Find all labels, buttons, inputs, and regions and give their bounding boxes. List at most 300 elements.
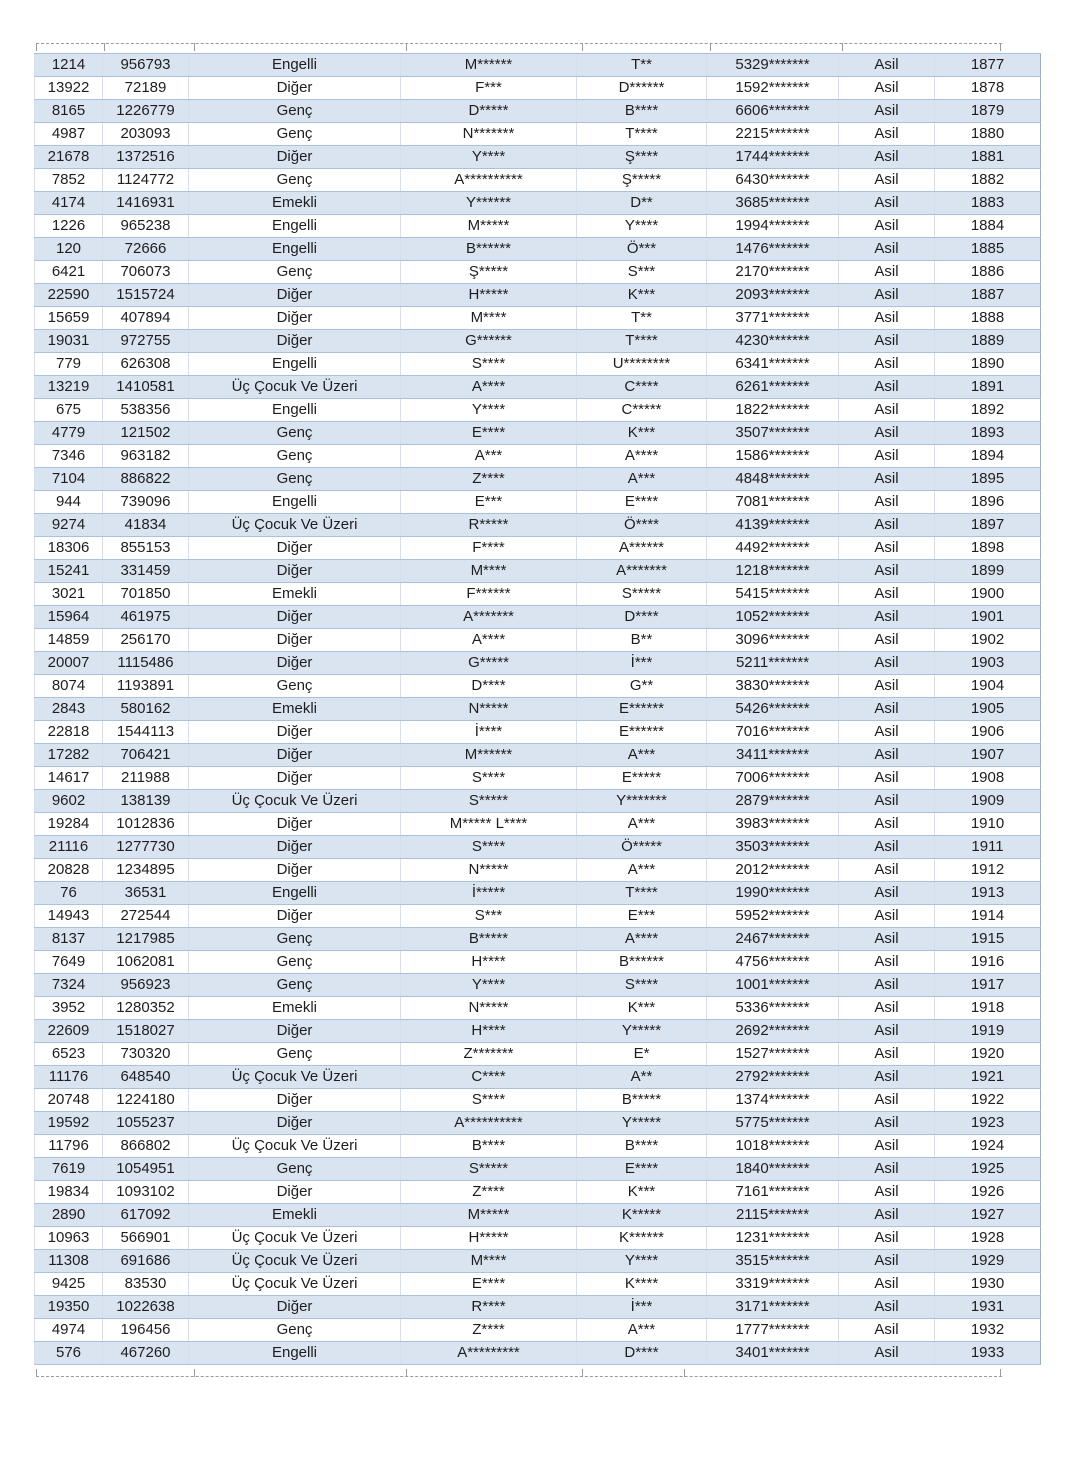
last-name-cell: Ö*** <box>577 238 707 261</box>
table-row <box>35 1181 1041 1204</box>
first-name-cell: S**** <box>401 767 577 790</box>
last-name-cell: T**** <box>577 123 707 146</box>
first-name-cell: Y**** <box>401 146 577 169</box>
sequence-cell: 1924 <box>935 1135 1041 1158</box>
id-number-cell: 1744******* <box>707 146 839 169</box>
sequence-cell: 1919 <box>935 1020 1041 1043</box>
application-no-cell: 407894 <box>103 307 189 330</box>
sequence-cell: 1882 <box>935 169 1041 192</box>
sequence-cell: 1925 <box>935 1158 1041 1181</box>
first-name-cell: Y****** <box>401 192 577 215</box>
row-number-cell: 8137 <box>35 928 103 951</box>
table-row <box>35 951 1041 974</box>
application-no-cell: 211988 <box>103 767 189 790</box>
first-name-cell: M****** <box>401 744 577 767</box>
application-no-cell: 1234895 <box>103 859 189 882</box>
category-cell: Genç <box>189 928 401 951</box>
application-no-cell: 580162 <box>103 698 189 721</box>
table-row <box>35 629 1041 652</box>
application-no-cell: 1054951 <box>103 1158 189 1181</box>
row-number-cell: 779 <box>35 353 103 376</box>
application-no-cell: 121502 <box>103 422 189 445</box>
sequence-cell: 1885 <box>935 238 1041 261</box>
last-name-cell: T**** <box>577 330 707 353</box>
first-name-cell: R**** <box>401 1296 577 1319</box>
status-cell: Asil <box>839 100 935 123</box>
category-cell: Üç Çocuk Ve Üzeri <box>189 514 401 537</box>
first-name-cell: A**** <box>401 629 577 652</box>
row-number-cell: 15241 <box>35 560 103 583</box>
first-name-cell: S**** <box>401 836 577 859</box>
table-row <box>35 215 1041 238</box>
status-cell: Asil <box>839 1204 935 1227</box>
application-no-cell: 1217985 <box>103 928 189 951</box>
application-no-cell: 1515724 <box>103 284 189 307</box>
sequence-cell: 1907 <box>935 744 1041 767</box>
table-row <box>35 606 1041 629</box>
application-no-cell: 461975 <box>103 606 189 629</box>
id-number-cell: 1001******* <box>707 974 839 997</box>
last-name-cell: E* <box>577 1043 707 1066</box>
row-number-cell: 11308 <box>35 1250 103 1273</box>
table-row <box>35 744 1041 767</box>
id-number-cell: 3830******* <box>707 675 839 698</box>
last-name-cell: A****** <box>577 537 707 560</box>
last-name-cell: E**** <box>577 1158 707 1181</box>
status-cell: Asil <box>839 1112 935 1135</box>
first-name-cell: M**** <box>401 560 577 583</box>
status-cell: Asil <box>839 215 935 238</box>
page-footer-dashed-line <box>36 1376 1002 1377</box>
status-cell: Asil <box>839 882 935 905</box>
last-name-cell: K***** <box>577 1204 707 1227</box>
first-name-cell: S**** <box>401 1089 577 1112</box>
application-no-cell: 701850 <box>103 583 189 606</box>
category-cell: Üç Çocuk Ve Üzeri <box>189 1135 401 1158</box>
application-no-cell: 1062081 <box>103 951 189 974</box>
id-number-cell: 1052******* <box>707 606 839 629</box>
first-name-cell: Ş***** <box>401 261 577 284</box>
table-row <box>35 1296 1041 1319</box>
first-name-cell: G****** <box>401 330 577 353</box>
application-no-cell: 706421 <box>103 744 189 767</box>
category-cell: Genç <box>189 951 401 974</box>
sequence-cell: 1896 <box>935 491 1041 514</box>
status-cell: Asil <box>839 1250 935 1273</box>
status-cell: Asil <box>839 905 935 928</box>
application-no-cell: 1416931 <box>103 192 189 215</box>
sequence-cell: 1902 <box>935 629 1041 652</box>
last-name-cell: Ö***** <box>577 836 707 859</box>
table-row <box>35 974 1041 997</box>
row-number-cell: 17282 <box>35 744 103 767</box>
row-number-cell: 1214 <box>35 54 103 77</box>
application-no-cell: 203093 <box>103 123 189 146</box>
table-row <box>35 1250 1041 1273</box>
id-number-cell: 2215******* <box>707 123 839 146</box>
status-cell: Asil <box>839 123 935 146</box>
id-number-cell: 1218******* <box>707 560 839 583</box>
application-no-cell: 706073 <box>103 261 189 284</box>
table-row <box>35 123 1041 146</box>
category-cell: Diğer <box>189 652 401 675</box>
last-name-cell: A*** <box>577 813 707 836</box>
status-cell: Asil <box>839 928 935 951</box>
first-name-cell: A********** <box>401 169 577 192</box>
table-row <box>35 1020 1041 1043</box>
table-row <box>35 1227 1041 1250</box>
id-number-cell: 1527******* <box>707 1043 839 1066</box>
status-cell: Asil <box>839 859 935 882</box>
id-number-cell: 7016******* <box>707 721 839 744</box>
category-cell: Genç <box>189 1043 401 1066</box>
last-name-cell: T** <box>577 54 707 77</box>
last-name-cell: K*** <box>577 1181 707 1204</box>
row-number-cell: 4987 <box>35 123 103 146</box>
first-name-cell: Z**** <box>401 468 577 491</box>
category-cell: Emekli <box>189 997 401 1020</box>
status-cell: Asil <box>839 146 935 169</box>
status-cell: Asil <box>839 1066 935 1089</box>
table-row <box>35 54 1041 77</box>
first-name-cell: N***** <box>401 997 577 1020</box>
last-name-cell: Y**** <box>577 215 707 238</box>
sequence-cell: 1932 <box>935 1319 1041 1342</box>
row-number-cell: 11796 <box>35 1135 103 1158</box>
id-number-cell: 1840******* <box>707 1158 839 1181</box>
row-number-cell: 4779 <box>35 422 103 445</box>
first-name-cell: N******* <box>401 123 577 146</box>
first-name-cell: B****** <box>401 238 577 261</box>
table-row <box>35 1342 1041 1365</box>
table-row <box>35 100 1041 123</box>
footer-tick <box>194 1369 195 1377</box>
row-number-cell: 11176 <box>35 1066 103 1089</box>
first-name-cell: Y**** <box>401 974 577 997</box>
table-row <box>35 767 1041 790</box>
row-number-cell: 675 <box>35 399 103 422</box>
row-number-cell: 20828 <box>35 859 103 882</box>
table-row <box>35 491 1041 514</box>
row-number-cell: 18306 <box>35 537 103 560</box>
row-number-cell: 8074 <box>35 675 103 698</box>
row-number-cell: 3021 <box>35 583 103 606</box>
id-number-cell: 3096******* <box>707 629 839 652</box>
first-name-cell: S***** <box>401 1158 577 1181</box>
row-number-cell: 8165 <box>35 100 103 123</box>
status-cell: Asil <box>839 537 935 560</box>
last-name-cell: D**** <box>577 606 707 629</box>
status-cell: Asil <box>839 836 935 859</box>
first-name-cell: F*** <box>401 77 577 100</box>
sequence-cell: 1892 <box>935 399 1041 422</box>
category-cell: Engelli <box>189 215 401 238</box>
footer-tick <box>36 1369 37 1377</box>
status-cell: Asil <box>839 721 935 744</box>
status-cell: Asil <box>839 1089 935 1112</box>
category-cell: Emekli <box>189 698 401 721</box>
status-cell: Asil <box>839 652 935 675</box>
category-cell: Üç Çocuk Ve Üzeri <box>189 1250 401 1273</box>
status-cell: Asil <box>839 1342 935 1365</box>
last-name-cell: A**** <box>577 928 707 951</box>
sequence-cell: 1898 <box>935 537 1041 560</box>
table-row <box>35 514 1041 537</box>
sequence-cell: 1878 <box>935 77 1041 100</box>
footer-tick <box>582 1369 583 1377</box>
row-number-cell: 7852 <box>35 169 103 192</box>
application-no-cell: 648540 <box>103 1066 189 1089</box>
status-cell: Asil <box>839 560 935 583</box>
table-row <box>35 721 1041 744</box>
status-cell: Asil <box>839 1273 935 1296</box>
table-row <box>35 1158 1041 1181</box>
application-no-cell: 626308 <box>103 353 189 376</box>
id-number-cell: 2879******* <box>707 790 839 813</box>
first-name-cell: G***** <box>401 652 577 675</box>
last-name-cell: B**** <box>577 100 707 123</box>
last-name-cell: A** <box>577 1066 707 1089</box>
row-number-cell: 4174 <box>35 192 103 215</box>
status-cell: Asil <box>839 376 935 399</box>
sequence-cell: 1921 <box>935 1066 1041 1089</box>
first-name-cell: E**** <box>401 422 577 445</box>
application-no-cell: 956923 <box>103 974 189 997</box>
sequence-cell: 1883 <box>935 192 1041 215</box>
sequence-cell: 1897 <box>935 514 1041 537</box>
last-name-cell: T**** <box>577 882 707 905</box>
application-no-cell: 41834 <box>103 514 189 537</box>
first-name-cell: H***** <box>401 284 577 307</box>
row-number-cell: 20007 <box>35 652 103 675</box>
last-name-cell: S***** <box>577 583 707 606</box>
status-cell: Asil <box>839 422 935 445</box>
last-name-cell: A**** <box>577 445 707 468</box>
table-row <box>35 813 1041 836</box>
category-cell: Üç Çocuk Ve Üzeri <box>189 1227 401 1250</box>
application-no-cell: 196456 <box>103 1319 189 1342</box>
row-number-cell: 3952 <box>35 997 103 1020</box>
table-row <box>35 192 1041 215</box>
table-row <box>35 1273 1041 1296</box>
application-no-cell: 1410581 <box>103 376 189 399</box>
id-number-cell: 7081******* <box>707 491 839 514</box>
id-number-cell: 1018******* <box>707 1135 839 1158</box>
category-cell: Diğer <box>189 1181 401 1204</box>
category-cell: Emekli <box>189 583 401 606</box>
sequence-cell: 1926 <box>935 1181 1041 1204</box>
last-name-cell: E**** <box>577 491 707 514</box>
header-tick <box>406 43 407 51</box>
table-row <box>35 698 1041 721</box>
sequence-cell: 1887 <box>935 284 1041 307</box>
status-cell: Asil <box>839 1020 935 1043</box>
last-name-cell: C***** <box>577 399 707 422</box>
status-cell: Asil <box>839 284 935 307</box>
first-name-cell: M****** <box>401 54 577 77</box>
sequence-cell: 1915 <box>935 928 1041 951</box>
first-name-cell: M***** <box>401 215 577 238</box>
id-number-cell: 1374******* <box>707 1089 839 1112</box>
table-row <box>35 146 1041 169</box>
sequence-cell: 1914 <box>935 905 1041 928</box>
sequence-cell: 1917 <box>935 974 1041 997</box>
first-name-cell: A********* <box>401 1342 577 1365</box>
row-number-cell: 21678 <box>35 146 103 169</box>
table-row <box>35 238 1041 261</box>
id-number-cell: 6430******* <box>707 169 839 192</box>
status-cell: Asil <box>839 997 935 1020</box>
sequence-cell: 1884 <box>935 215 1041 238</box>
id-number-cell: 2692******* <box>707 1020 839 1043</box>
category-cell: Engelli <box>189 399 401 422</box>
application-no-cell: 617092 <box>103 1204 189 1227</box>
category-cell: Diğer <box>189 859 401 882</box>
application-no-cell: 956793 <box>103 54 189 77</box>
table-body <box>35 54 1041 1365</box>
status-cell: Asil <box>839 1135 935 1158</box>
sequence-cell: 1900 <box>935 583 1041 606</box>
category-cell: Genç <box>189 445 401 468</box>
row-number-cell: 14943 <box>35 905 103 928</box>
category-cell: Diğer <box>189 1112 401 1135</box>
application-no-cell: 272544 <box>103 905 189 928</box>
status-cell: Asil <box>839 1296 935 1319</box>
category-cell: Üç Çocuk Ve Üzeri <box>189 376 401 399</box>
status-cell: Asil <box>839 307 935 330</box>
first-name-cell: İ***** <box>401 882 577 905</box>
last-name-cell: B** <box>577 629 707 652</box>
application-no-cell: 331459 <box>103 560 189 583</box>
category-cell: Engelli <box>189 882 401 905</box>
last-name-cell: Ş***** <box>577 169 707 192</box>
last-name-cell: İ*** <box>577 1296 707 1319</box>
first-name-cell: A*** <box>401 445 577 468</box>
sequence-cell: 1918 <box>935 997 1041 1020</box>
footer-tick <box>406 1369 407 1377</box>
sequence-cell: 1916 <box>935 951 1041 974</box>
category-cell: Engelli <box>189 1342 401 1365</box>
last-name-cell: Y**** <box>577 1250 707 1273</box>
row-number-cell: 576 <box>35 1342 103 1365</box>
application-no-cell: 1372516 <box>103 146 189 169</box>
category-cell: Diğer <box>189 606 401 629</box>
status-cell: Asil <box>839 169 935 192</box>
table-row <box>35 1319 1041 1342</box>
row-number-cell: 10963 <box>35 1227 103 1250</box>
id-number-cell: 2115******* <box>707 1204 839 1227</box>
status-cell: Asil <box>839 353 935 376</box>
id-number-cell: 3685******* <box>707 192 839 215</box>
first-name-cell: A**** <box>401 376 577 399</box>
table-row <box>35 422 1041 445</box>
status-cell: Asil <box>839 468 935 491</box>
category-cell: Diğer <box>189 560 401 583</box>
status-cell: Asil <box>839 698 935 721</box>
id-number-cell: 5336******* <box>707 997 839 1020</box>
first-name-cell: B**** <box>401 1135 577 1158</box>
category-cell: Emekli <box>189 1204 401 1227</box>
application-no-cell: 1022638 <box>103 1296 189 1319</box>
first-name-cell: D***** <box>401 100 577 123</box>
row-number-cell: 6421 <box>35 261 103 284</box>
id-number-cell: 5426******* <box>707 698 839 721</box>
sequence-cell: 1905 <box>935 698 1041 721</box>
header-tick <box>1000 43 1001 51</box>
last-name-cell: E****** <box>577 698 707 721</box>
row-number-cell: 9274 <box>35 514 103 537</box>
footer-tick <box>684 1369 685 1377</box>
category-cell: Diğer <box>189 307 401 330</box>
status-cell: Asil <box>839 744 935 767</box>
id-number-cell: 4756******* <box>707 951 839 974</box>
first-name-cell: Z**** <box>401 1181 577 1204</box>
sequence-cell: 1920 <box>935 1043 1041 1066</box>
status-cell: Asil <box>839 192 935 215</box>
sequence-cell: 1913 <box>935 882 1041 905</box>
application-no-cell: 1518027 <box>103 1020 189 1043</box>
application-no-cell: 1224180 <box>103 1089 189 1112</box>
sequence-cell: 1904 <box>935 675 1041 698</box>
application-no-cell: 1124772 <box>103 169 189 192</box>
table-row <box>35 1043 1041 1066</box>
status-cell: Asil <box>839 951 935 974</box>
first-name-cell: F****** <box>401 583 577 606</box>
id-number-cell: 3983******* <box>707 813 839 836</box>
category-cell: Diğer <box>189 836 401 859</box>
last-name-cell: B**** <box>577 1135 707 1158</box>
id-number-cell: 1476******* <box>707 238 839 261</box>
application-no-cell: 256170 <box>103 629 189 652</box>
table-row <box>35 1135 1041 1158</box>
sequence-cell: 1886 <box>935 261 1041 284</box>
application-no-cell: 965238 <box>103 215 189 238</box>
row-number-cell: 9602 <box>35 790 103 813</box>
table-row <box>35 905 1041 928</box>
application-no-cell: 83530 <box>103 1273 189 1296</box>
sequence-cell: 1894 <box>935 445 1041 468</box>
page-header-dashed-line <box>36 43 1002 44</box>
id-number-cell: 2792******* <box>707 1066 839 1089</box>
table-row <box>35 307 1041 330</box>
sequence-cell: 1922 <box>935 1089 1041 1112</box>
status-cell: Asil <box>839 1181 935 1204</box>
first-name-cell: Z**** <box>401 1319 577 1342</box>
beneficiary-list-table <box>34 53 1041 1365</box>
application-no-cell: 72189 <box>103 77 189 100</box>
id-number-cell: 5952******* <box>707 905 839 928</box>
row-number-cell: 1226 <box>35 215 103 238</box>
status-cell: Asil <box>839 238 935 261</box>
category-cell: Diğer <box>189 77 401 100</box>
id-number-cell: 1990******* <box>707 882 839 905</box>
id-number-cell: 1231******* <box>707 1227 839 1250</box>
id-number-cell: 1777******* <box>707 1319 839 1342</box>
status-cell: Asil <box>839 1158 935 1181</box>
sequence-cell: 1889 <box>935 330 1041 353</box>
status-cell: Asil <box>839 1319 935 1342</box>
row-number-cell: 13922 <box>35 77 103 100</box>
category-cell: Diğer <box>189 146 401 169</box>
last-name-cell: K*** <box>577 284 707 307</box>
category-cell: Diğer <box>189 330 401 353</box>
row-number-cell: 19031 <box>35 330 103 353</box>
sequence-cell: 1877 <box>935 54 1041 77</box>
first-name-cell: Y**** <box>401 399 577 422</box>
id-number-cell: 1586******* <box>707 445 839 468</box>
category-cell: Genç <box>189 100 401 123</box>
header-tick <box>842 43 843 51</box>
